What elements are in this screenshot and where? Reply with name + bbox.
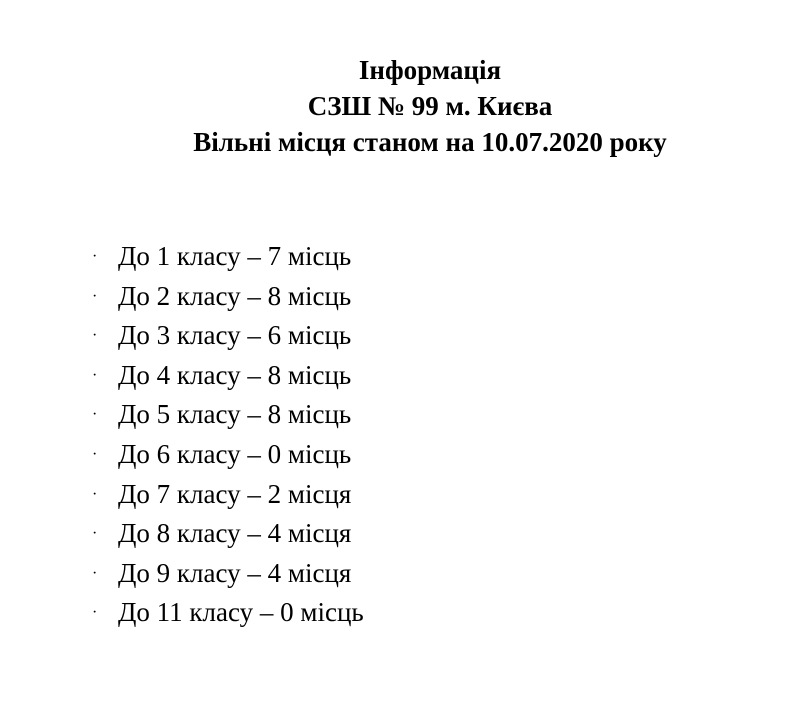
list-item [92, 514, 364, 554]
bullet-icon: · [92, 445, 98, 463]
list-item-text: До 3 класу – 6 місць [118, 320, 352, 351]
list-item-text: До 6 класу – 0 місць [118, 438, 352, 469]
list-item-text: До 4 класу – 8 місць [118, 359, 352, 390]
bullet-icon: · [92, 327, 98, 345]
bullet-icon: · [92, 406, 98, 424]
list-item [92, 593, 364, 633]
list-item [92, 475, 364, 515]
list-item-text: До 8 класу – 4 місця [118, 518, 352, 549]
list-item [92, 316, 364, 356]
list-item [92, 356, 364, 396]
bullet-icon: · [92, 248, 98, 265]
bullet-icon: · [92, 366, 98, 384]
school-name: СЗШ № 99 м. Києва [307, 91, 553, 121]
list-item [92, 554, 364, 594]
bullet-icon: · [92, 485, 98, 503]
bullet-icon: · [92, 525, 98, 543]
list-item [92, 435, 364, 475]
bullet-icon: · [92, 287, 98, 305]
list-item-text: До 5 класу – 8 місць [118, 399, 352, 430]
bullet-icon: · [92, 604, 98, 622]
bullet-icon: · [92, 564, 98, 582]
list-item-text: До 1 класу – 7 місць [118, 241, 352, 271]
vacancy-list [92, 237, 364, 633]
list-item [92, 277, 364, 317]
list-item [92, 237, 364, 277]
document-header [0, 52, 806, 160]
document-title: Інформація [358, 55, 502, 85]
list-item [92, 395, 364, 435]
list-item-text: До 11 класу – 0 місць [118, 597, 364, 628]
list-item-text: До 9 класу – 4 місця [118, 557, 352, 588]
list-item-text: До 7 класу – 2 місця [118, 478, 352, 509]
document-subtitle: Вільні місця станом на 10.07.2020 року [193, 127, 667, 157]
list-item-text: До 2 класу – 8 місць [118, 280, 352, 311]
